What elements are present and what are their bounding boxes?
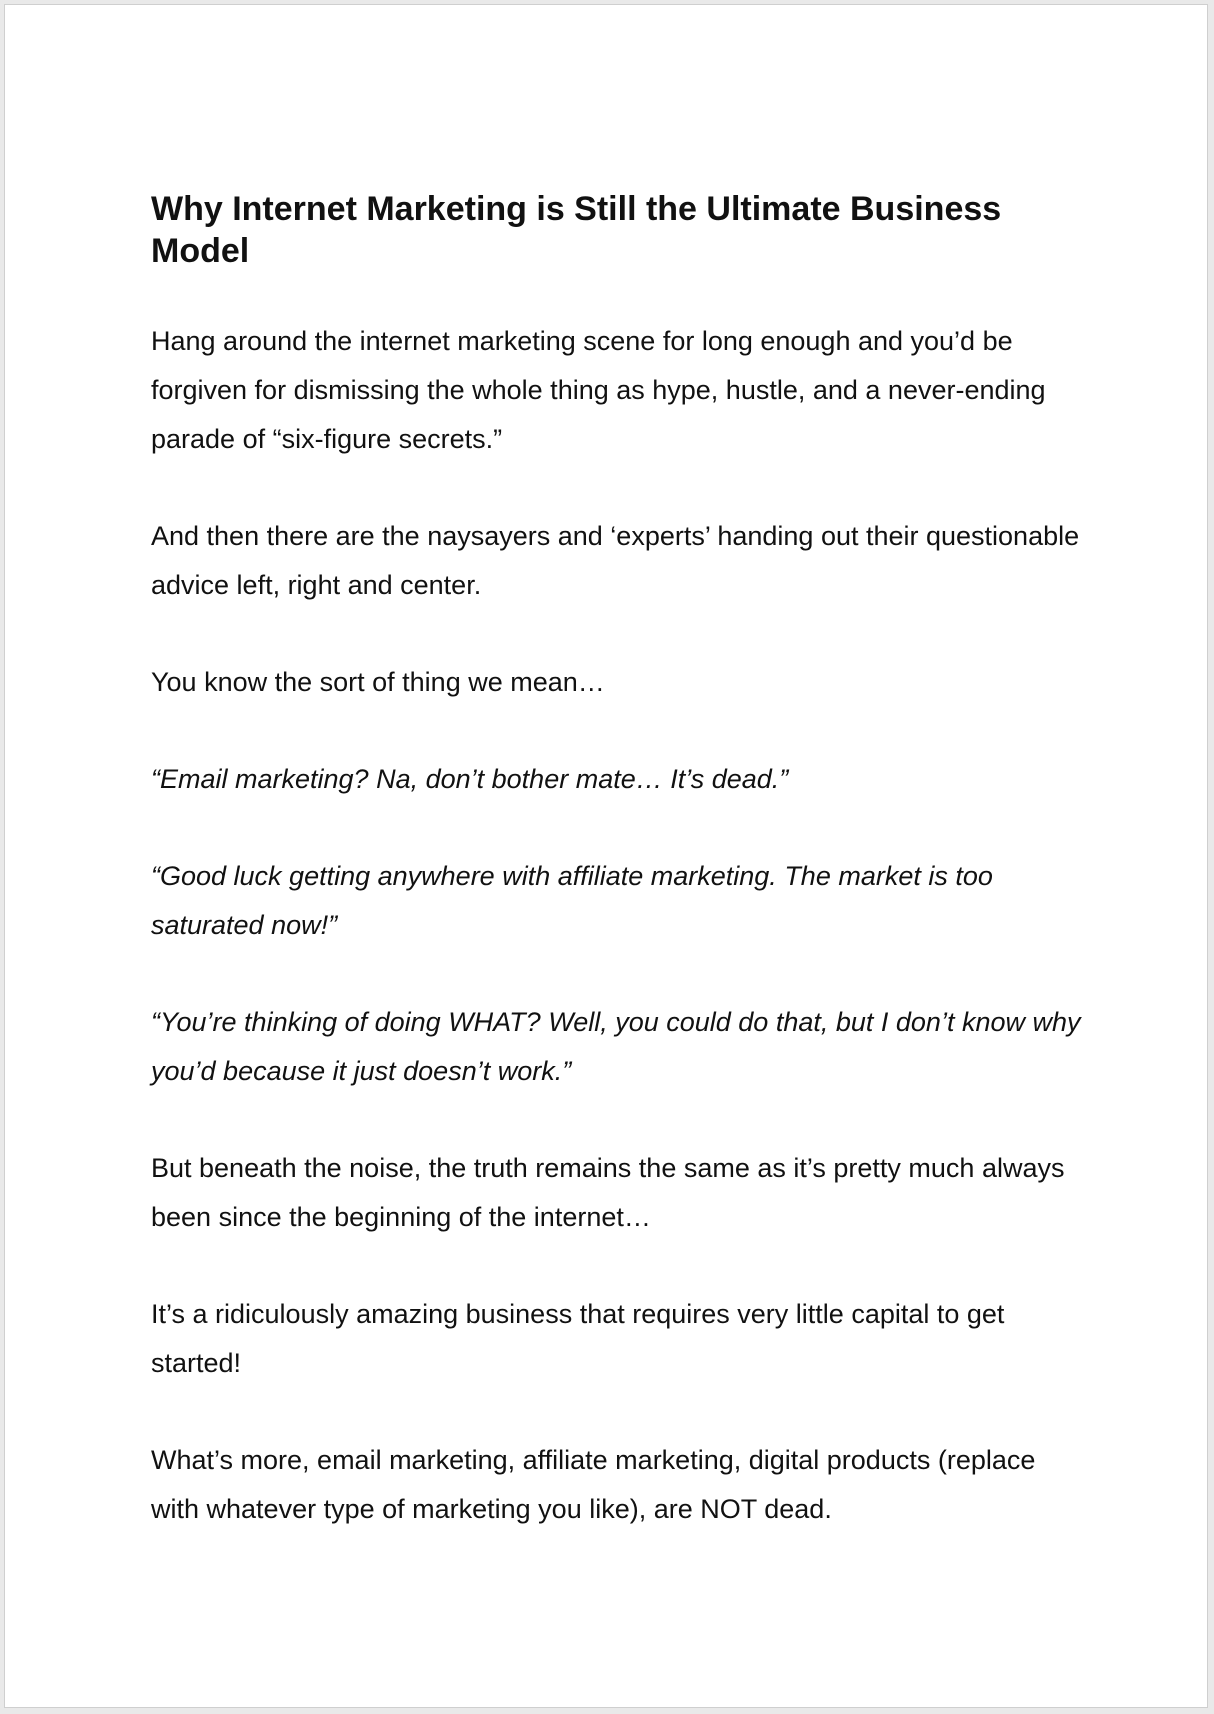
paragraph: What’s more, email marketing, affiliate marketing, digital products (replace with whatever type of marketing you like), are NOT dead. bbox=[151, 1445, 1036, 1524]
document-page bbox=[4, 4, 1208, 1708]
quote-paragraph: “Good luck getting anywhere with affiliate marketing. The market is too saturated now!” bbox=[151, 861, 993, 940]
paragraph: But beneath the noise, the truth remains the same as it’s pretty much always been since the beginning of the internet… bbox=[151, 1153, 1065, 1232]
quote-paragraph: “You’re thinking of doing WHAT? Well, you could do that, but I don’t know why you’d because it just doesn’t work.” bbox=[151, 1007, 1081, 1086]
paragraph: You know the sort of thing we mean… bbox=[151, 667, 605, 697]
paragraph: Hang around the internet marketing scene for long enough and you’d be forgiven for dismissing the whole thing as hype, hustle, and a never-ending parade of “six-figure secrets.” bbox=[151, 326, 1046, 454]
document-body bbox=[151, 188, 1081, 1582]
paragraph: And then there are the naysayers and ‘experts’ handing out their questionable advice left, right and center. bbox=[151, 521, 1080, 600]
paragraph: It’s a ridiculously amazing business that requires very little capital to get started! bbox=[151, 1299, 1005, 1378]
quote-paragraph: “Email marketing? Na, don’t bother mate… It’s dead.” bbox=[151, 764, 789, 794]
document-title: Why Internet Marketing is Still the Ultimate Business Model bbox=[151, 190, 1002, 270]
